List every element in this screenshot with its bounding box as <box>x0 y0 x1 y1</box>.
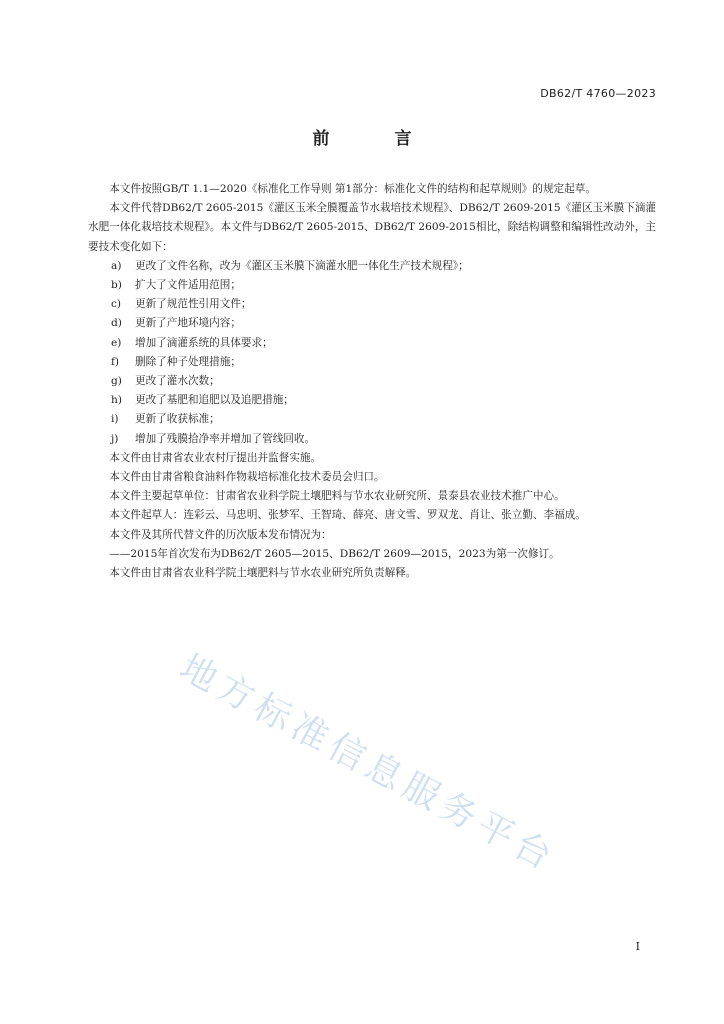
list-item-text: 增加了滴灌系统的具体要求； <box>135 336 273 349</box>
list-item-text: 增加了残膜拾净率并增加了管线回收。 <box>135 432 316 445</box>
paragraph: 本文件起草人：连彩云、马忠明、张梦军、王智琦、薛亮、唐文雪、罗双龙、肖让、张立勤、李福成。 <box>109 509 586 522</box>
list-item <box>111 314 658 333</box>
list-item-text: 更改了文件名称，改为《灌区玉米膜下滴灌水肥一体化生产技术规程》； <box>135 259 469 272</box>
list-item-text: 更改了基肥和追肥以及追肥措施； <box>135 394 294 407</box>
list-item <box>111 295 658 314</box>
paragraph: 本文件由甘肃省农业科学院土壤肥料与节水农业研究所负责解释。 <box>109 567 417 580</box>
paragraph: 本文件及其所代替文件的历次版本发布情况为： <box>109 528 332 541</box>
page-number: I <box>635 940 640 953</box>
list-item-text: 更改了灌水次数； <box>135 375 220 388</box>
list-item-text: 更新了产地环境内容； <box>135 317 241 330</box>
list-item <box>111 257 658 276</box>
list-item <box>111 372 658 391</box>
paragraph: ——2015年首次发布为DB62/T 2605—2015、DB62/T 2609—2015，2023为第一次修订。 <box>109 547 560 560</box>
list-item <box>111 353 658 372</box>
list-marker: j) <box>111 432 119 445</box>
paragraph: 本文件主要起草单位：甘肃省农业科学院土壤肥料与节水农业研究所、景泰县农业技术推广中心。 <box>109 490 565 503</box>
list-item-text: 删除了种子处理措施； <box>135 355 241 368</box>
paragraph: 本文件由甘肃省粮食油料作物栽培标准化技术委员会归口。 <box>109 471 385 484</box>
list-item <box>111 410 658 429</box>
paragraph: 本文件代替DB62/T 2605-2015《灌区玉米全膜覆盖节水栽培技术规程》、DB62/T 2609-2015《灌区玉米膜下滴灌水肥一体化栽培技术规程》。本文件与DB62/T 2605-2015、DB62/T 2609-2015相比，除结构调整和编辑性改动外，主要技术变化如下： <box>88 202 657 253</box>
list-marker: g) <box>111 375 122 388</box>
list-item-text: 更新了收获标准； <box>135 413 220 426</box>
watermark: 地方标准信息服务平台 <box>172 647 564 881</box>
document-id: DB62/T 4760—2023 <box>540 87 656 100</box>
list-marker: i) <box>111 413 119 426</box>
document-body <box>88 180 658 583</box>
list-marker: a) <box>111 259 122 272</box>
list-marker: b) <box>111 279 122 292</box>
list-marker: c) <box>111 298 122 311</box>
page-title: 前 言 <box>312 129 436 149</box>
list-marker: d) <box>111 317 122 330</box>
list-marker: f) <box>111 355 120 368</box>
paragraph: 本文件由甘肃省农业农村厅提出并监督实施。 <box>109 451 322 464</box>
list-item-text: 更新了规范性引用文件； <box>135 298 252 311</box>
list-marker: e) <box>111 336 122 349</box>
paragraph: 本文件按照GB/T 1.1—2020《标准化工作导则 第1部分：标准化文件的结构和起草规则》的规定起草。 <box>109 183 596 195</box>
list-item-text: 扩大了文件适用范围； <box>135 279 241 292</box>
list-marker: h) <box>111 394 122 407</box>
list-item <box>111 334 658 353</box>
list-item <box>111 391 658 410</box>
list-item <box>111 430 658 449</box>
list-item <box>111 276 658 295</box>
